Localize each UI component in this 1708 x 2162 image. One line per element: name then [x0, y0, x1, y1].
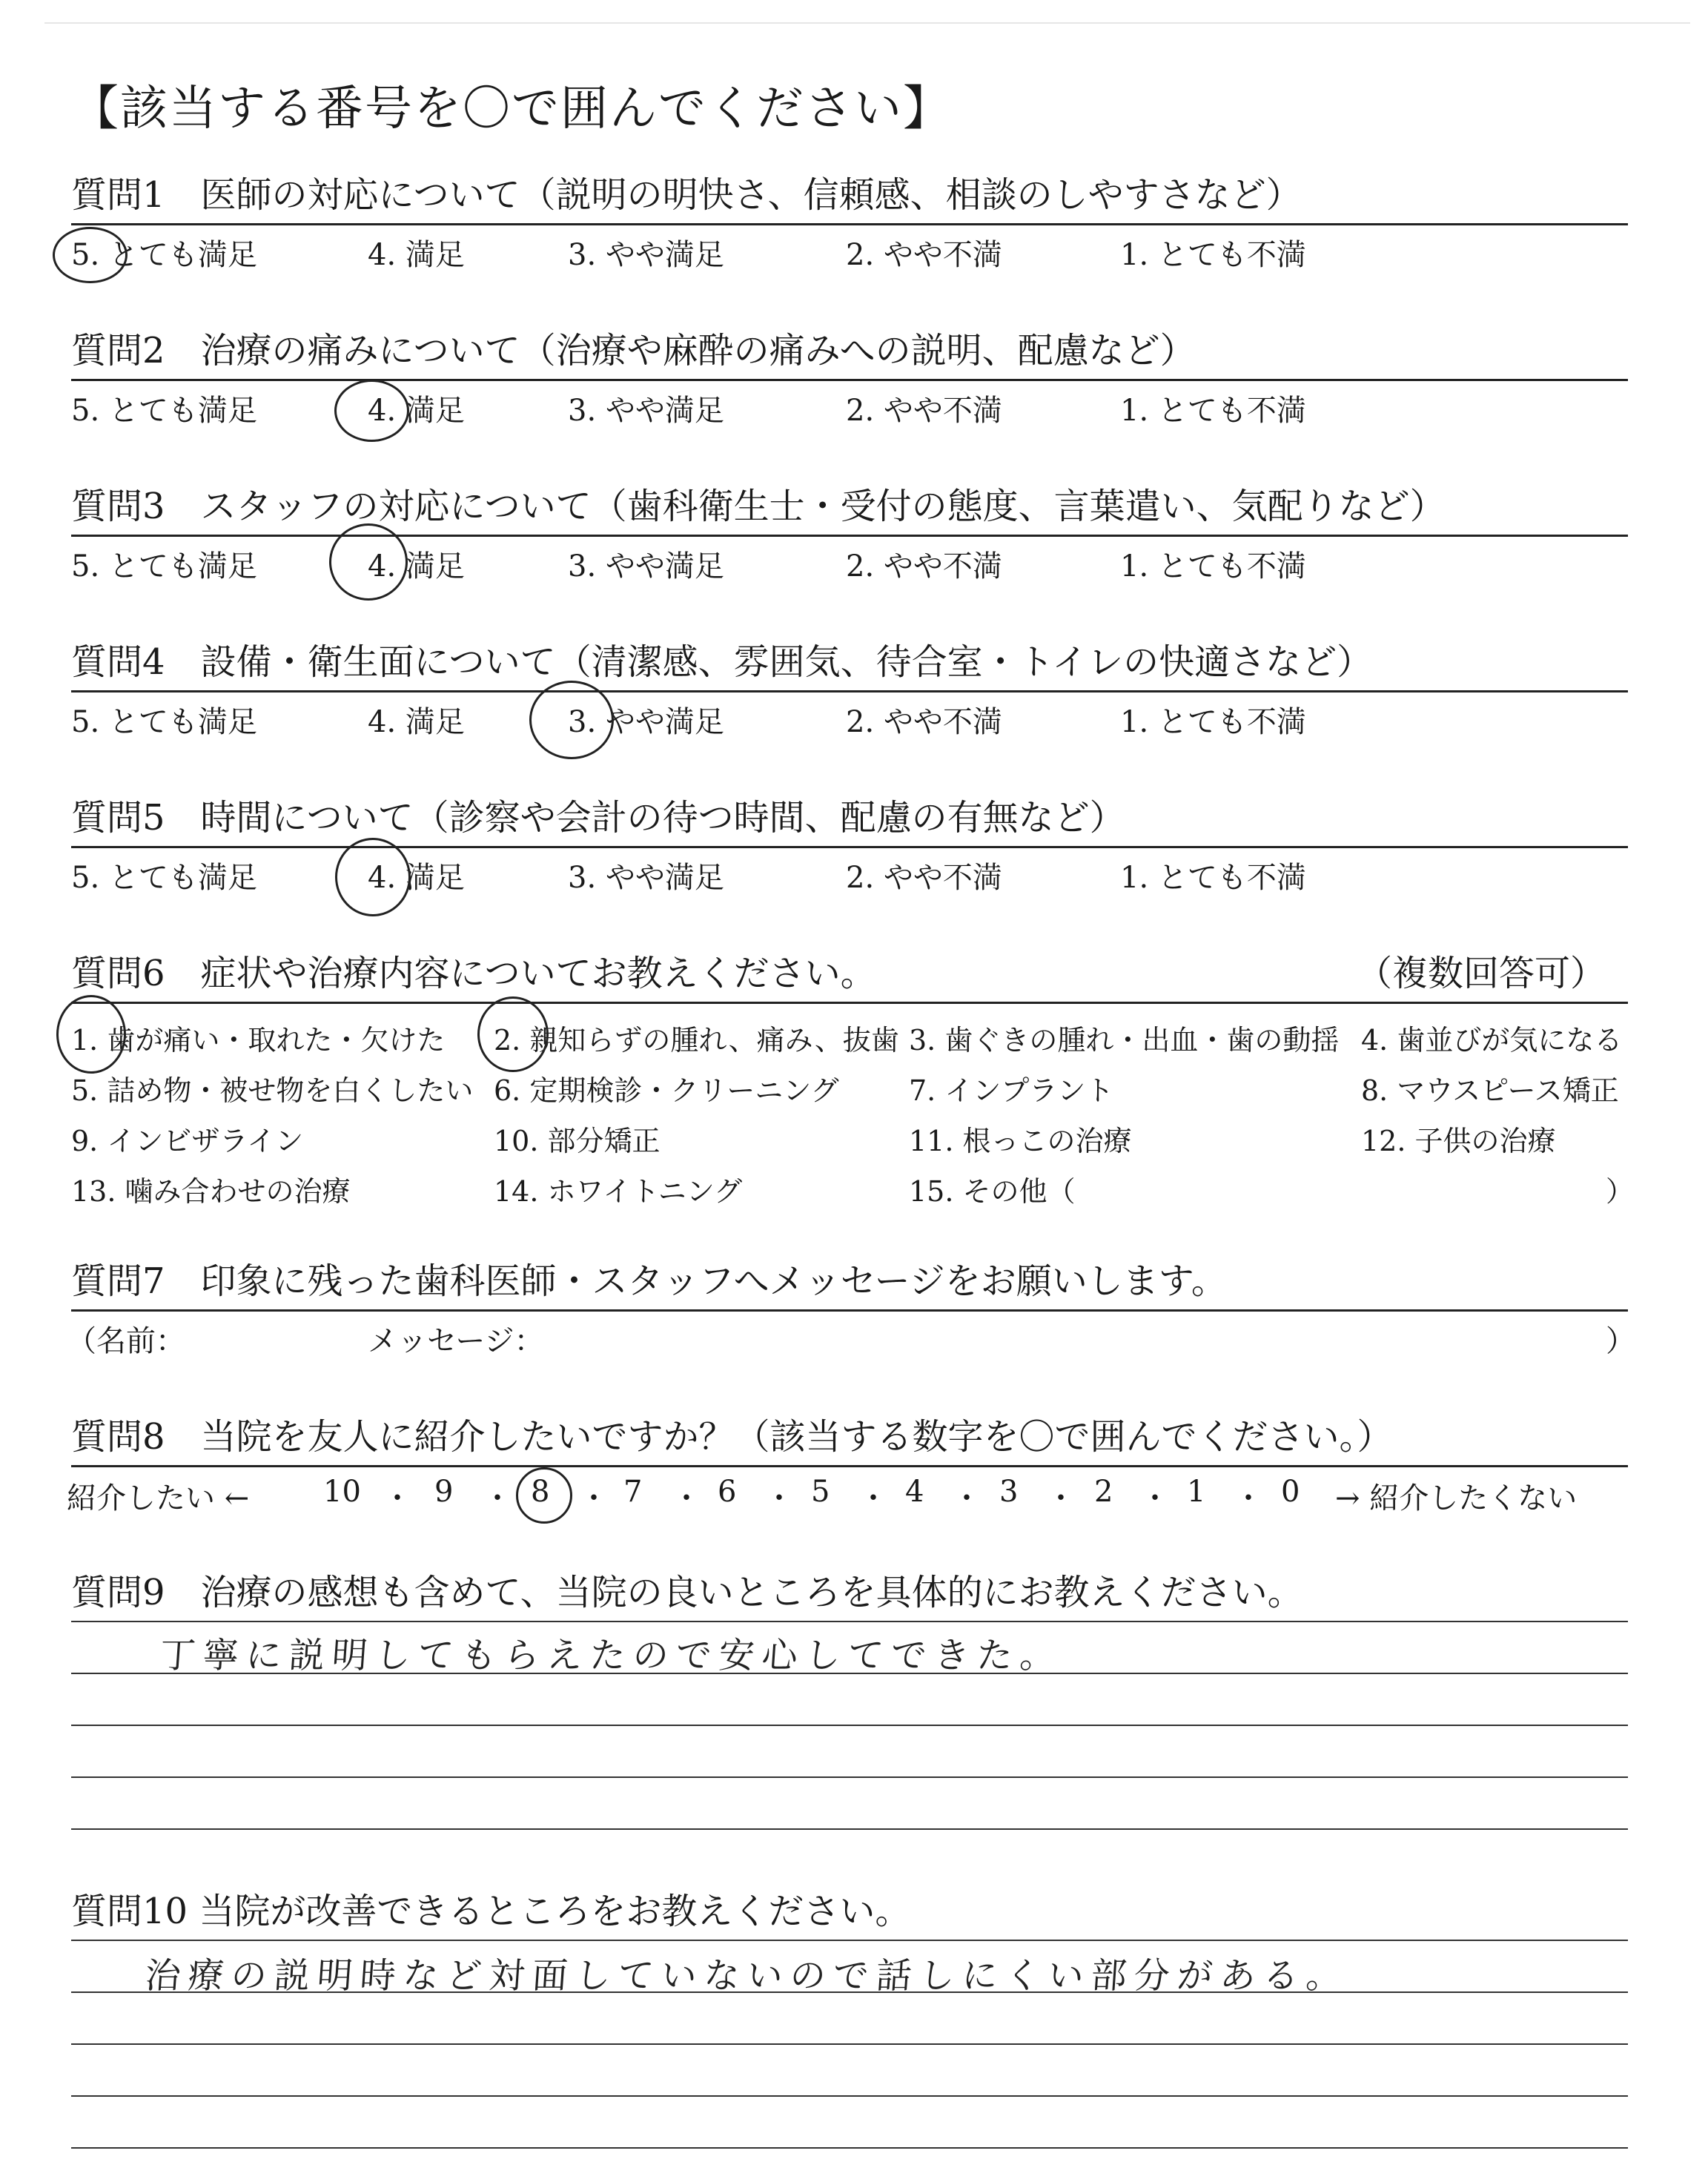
- option-4[interactable]: 4. 満足: [368, 861, 465, 895]
- scale-4[interactable]: 4: [905, 1475, 924, 1509]
- answer-line: [71, 1828, 1628, 1830]
- symptom-option-15[interactable]: 15. その他（: [909, 1175, 1076, 1208]
- option-3[interactable]: 3. やや満足: [568, 238, 724, 272]
- option-1[interactable]: 1. とても不満: [1120, 549, 1306, 584]
- question-3-options: [71, 537, 1628, 589]
- message-close-paren: ）: [1606, 1324, 1635, 1358]
- recommend-right-label: → 紹介したくない: [1335, 1481, 1578, 1515]
- scale-sep: ・: [952, 1481, 982, 1515]
- option-3[interactable]: 3. やや満足: [568, 705, 724, 739]
- option-2[interactable]: 2. やや不満: [846, 705, 1002, 739]
- question-2: [71, 323, 1628, 433]
- symptom-option-13[interactable]: 13. 噛み合わせの治療: [71, 1175, 351, 1208]
- scale-sep: ・: [1046, 1481, 1076, 1515]
- symptom-option-12[interactable]: 12. 子供の治療: [1361, 1125, 1556, 1157]
- option-5[interactable]: 5. とても満足: [71, 394, 257, 428]
- answer-line: [71, 2147, 1628, 2149]
- symptom-option-10[interactable]: 10. 部分矯正: [494, 1125, 661, 1157]
- recommend-left-label: 紹介したい ←: [67, 1481, 250, 1515]
- option-5[interactable]: 5. とても満足: [71, 238, 257, 272]
- scale-6[interactable]: 6: [718, 1475, 737, 1509]
- option-3[interactable]: 3. やや満足: [568, 394, 724, 428]
- question-2-title: 質問2 治療の痛みについて（治療や麻酔の痛みへの説明、配慮など）: [71, 323, 1628, 381]
- question-8-title: 質問8 当院を友人に紹介したいですか？（該当する数字を〇で囲んでください。）: [71, 1409, 1628, 1467]
- scale-sep: ・: [672, 1481, 701, 1515]
- scale-sep: ・: [1140, 1481, 1170, 1515]
- symptom-option-3[interactable]: 3. 歯ぐきの腫れ・出血・歯の動揺: [909, 1024, 1340, 1057]
- question-10: [71, 1883, 1628, 2162]
- scale-sep: ・: [1234, 1481, 1263, 1515]
- symptom-option-7[interactable]: 7. インプラント: [909, 1074, 1114, 1107]
- scale-2[interactable]: 2: [1094, 1475, 1113, 1509]
- answer-line: [71, 1940, 1628, 1941]
- handwritten-answer: 治療の説明時など対面していないので話しにくい部分がある。: [143, 1955, 1351, 1997]
- other-close-paren: ）: [1606, 1175, 1635, 1208]
- question-4-options: [71, 692, 1628, 744]
- scale-8[interactable]: 8: [531, 1475, 550, 1509]
- multiple-answers-note: （複数回答可）: [1356, 953, 1606, 994]
- scale-10[interactable]: 10: [323, 1475, 361, 1509]
- question-7: [67, 1253, 1635, 1363]
- question-1-options: [71, 225, 1628, 277]
- question-1-title: 質問1 医師の対応について（説明の明快さ、信頼感、相談のしやすさなど）: [71, 167, 1628, 225]
- option-5[interactable]: 5. とても満足: [71, 861, 257, 895]
- question-8: [67, 1409, 1628, 1519]
- answer-lines: [71, 1940, 1628, 2162]
- question-5-options: [71, 848, 1628, 900]
- option-2[interactable]: 2. やや不満: [846, 861, 1002, 895]
- question-4: [71, 634, 1628, 744]
- symptom-option-1[interactable]: 1. 歯が痛い・取れた・欠けた: [71, 1024, 446, 1057]
- symptom-option-11[interactable]: 11. 根っこの治療: [909, 1125, 1132, 1157]
- question-6: [71, 945, 1635, 1219]
- option-5[interactable]: 5. とても満足: [71, 705, 257, 739]
- option-1[interactable]: 1. とても不満: [1120, 705, 1306, 739]
- option-3[interactable]: 3. やや満足: [568, 549, 724, 584]
- symptom-option-2[interactable]: 2. 親知らずの腫れ、痛み、抜歯: [494, 1024, 899, 1057]
- scale-sep: ・: [858, 1481, 888, 1515]
- scale-1[interactable]: 1: [1187, 1475, 1206, 1509]
- symptom-option-8[interactable]: 8. マウスピース矯正: [1361, 1074, 1619, 1107]
- question-3: [71, 478, 1628, 589]
- option-2[interactable]: 2. やや不満: [846, 394, 1002, 428]
- option-1[interactable]: 1. とても不満: [1120, 238, 1306, 272]
- question-1: [71, 167, 1628, 277]
- message-row: [67, 1312, 1635, 1363]
- answer-line: [71, 2043, 1628, 2045]
- form-header: 【該当する番号を〇で囲んでください】: [71, 82, 952, 136]
- answer-line: [71, 1776, 1628, 1778]
- question-6-options: [71, 1004, 1635, 1219]
- scale-3[interactable]: 3: [999, 1475, 1019, 1509]
- option-3[interactable]: 3. やや満足: [568, 861, 724, 895]
- question-9: [71, 1564, 1628, 1932]
- scale-7[interactable]: 7: [623, 1475, 643, 1509]
- question-5-title: 質問5 時間について（診察や会計の待つ時間、配慮の有無など）: [71, 790, 1628, 848]
- scan-top-edge: [44, 22, 1690, 24]
- answer-line: [71, 1621, 1628, 1622]
- question-6-title: [71, 945, 1628, 1004]
- message-label: メッセージ：: [368, 1324, 544, 1358]
- symptom-option-5[interactable]: 5. 詰め物・被せ物を白くしたい: [71, 1074, 474, 1107]
- question-7-title: 質問7 印象に残った歯科医師・スタッフへメッセージをお願いします。: [71, 1253, 1628, 1312]
- question-6-title-text: 質問6 症状や治療内容についてお教えください。: [71, 953, 876, 994]
- scale-sep: ・: [483, 1481, 512, 1515]
- option-4[interactable]: 4. 満足: [368, 705, 465, 739]
- scale-9[interactable]: 9: [434, 1475, 454, 1509]
- symptom-option-14[interactable]: 14. ホワイトニング: [494, 1175, 743, 1208]
- handwritten-answer: 丁寧に説明してもらえたので安心してできた。: [158, 1635, 1065, 1676]
- question-10-title: 質問10 当院が改善できるところをお教えください。: [71, 1891, 911, 1932]
- option-4[interactable]: 4. 満足: [368, 394, 465, 428]
- option-1[interactable]: 1. とても不満: [1120, 394, 1306, 428]
- option-1[interactable]: 1. とても不満: [1120, 861, 1306, 895]
- question-9-title: 質問9 治療の感想も含めて、当院の良いところを具体的にお教えください。: [71, 1572, 1303, 1613]
- option-5[interactable]: 5. とても満足: [71, 549, 257, 584]
- scale-sep: ・: [579, 1481, 609, 1515]
- question-5: [71, 790, 1628, 900]
- scale-0[interactable]: 0: [1281, 1475, 1300, 1509]
- question-4-title: 質問4 設備・衛生面について（清潔感、雰囲気、待合室・トイレの快適さなど）: [71, 634, 1628, 692]
- recommend-scale: [67, 1467, 1628, 1519]
- scale-sep: ・: [383, 1481, 412, 1515]
- option-2[interactable]: 2. やや不満: [846, 549, 1002, 584]
- option-4[interactable]: 4. 満足: [368, 549, 465, 584]
- symptom-option-9[interactable]: 9. インビザライン: [71, 1125, 304, 1157]
- symptom-option-4[interactable]: 4. 歯並びが気になる: [1361, 1024, 1623, 1057]
- answer-line: [71, 2095, 1628, 2097]
- symptom-option-6[interactable]: 6. 定期検診・クリーニング: [494, 1074, 839, 1107]
- scale-sep: ・: [764, 1481, 794, 1515]
- option-2[interactable]: 2. やや不満: [846, 238, 1002, 272]
- answer-line: [71, 1725, 1628, 1726]
- question-2-options: [71, 381, 1628, 433]
- name-label: （名前：: [67, 1324, 185, 1358]
- question-3-title: 質問3 スタッフの対応について（歯科衛生士・受付の態度、言葉遣い、気配りなど）: [71, 478, 1628, 537]
- scale-5[interactable]: 5: [811, 1475, 830, 1509]
- option-4[interactable]: 4. 満足: [368, 238, 465, 272]
